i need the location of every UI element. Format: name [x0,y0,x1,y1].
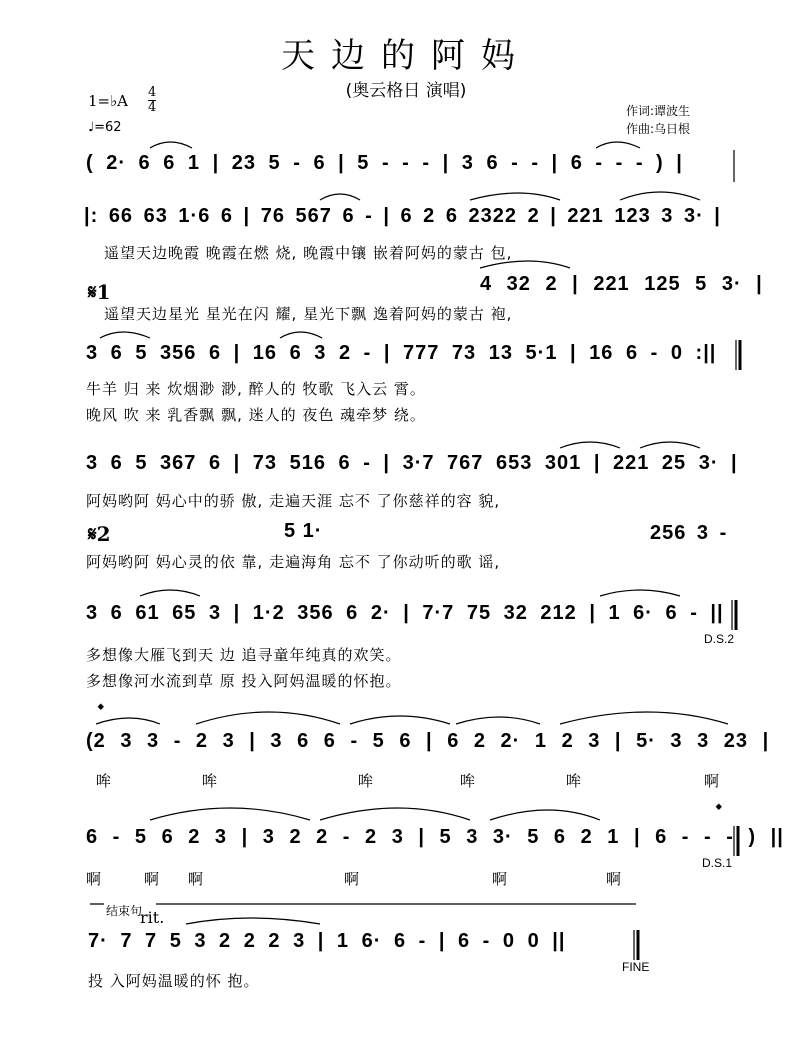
slur [196,712,340,724]
lyric-row-7-4: 啊 [344,870,361,888]
notation-row-4: 3 6 5 367 6 | 73 516 6 - | 3·7 767 653 301 | 221 25 3· | [86,452,738,474]
slur [640,442,700,448]
lyric-row-7-1: 啊 [86,870,103,888]
notation-row-6: (2 3 3 - 2 3 | 3 6 6 - 5 6 | 6 2 2· 1 2 3 | 5· 3 3 23 | [86,730,770,752]
lyric-row-6-1: 哞 [96,772,113,790]
lyric-row-3-verse-2: 晚风 吹 来 乳香飘 飘, 迷人的 夜色 魂牵梦 绕。 [86,406,426,424]
lyric-row-6-5: 哞 [566,772,583,790]
ending-label: 结束句 [106,904,143,918]
lyric-row-4-verse-2: 阿妈哟阿 妈心灵的依 靠, 走遍海角 忘不 了你动听的歌 谣, [86,553,501,571]
ds1-mark: D.S.1 [702,856,733,870]
slur [456,717,540,724]
alt-notation-row-4b: 256 3 - [650,522,728,544]
lyric-row-3-verse-1: 牛羊 归 来 炊烟渺 渺, 醉人的 牧歌 飞入云 霄。 [86,380,426,398]
slur [596,142,640,148]
tempo-mark: ♩=62 [88,120,122,135]
time-signature-top: 4 [148,85,157,100]
notation-row-2: |: 66 63 1·6 6 | 76 567 6 - | 6 2 6 2322 2 | 221 123 3 3· | [84,205,721,227]
slur [100,332,150,338]
lyric-row-7-3: 啊 [188,870,205,888]
ds2-mark: D.S.2 [704,632,735,646]
key-signature: 1=♭A [88,92,129,110]
coda-mark-2: 𝄌 [716,800,722,819]
segno-1-mark: 𝄋1 [88,280,111,304]
composer-credit: 作曲:乌日根 [626,122,691,136]
slur [620,192,700,200]
performer-subtitle: (奥云格日 演唱) [345,81,467,101]
slur [470,193,560,200]
slur [560,712,728,724]
slur [320,194,360,200]
lyric-row-6-3: 哞 [358,772,375,790]
notation-row-1: ( 2· 6 6 1 | 23 5 - 6 | 5 - - - | 3 6 - - | 6 - - - ) | [86,152,683,174]
slur [280,332,322,338]
notation-row-7: 6 - 5 6 2 3 | 3 2 2 - 2 3 | 5 3 3· 5 6 2 1 | 6 - - - ) || [86,826,784,848]
slur [600,590,680,596]
time-signature-bottom: 4 [148,100,157,115]
lyric-row-8: 投 入阿妈温暖的怀 抱。 [88,972,260,990]
slur [186,918,320,924]
slur [140,590,200,596]
segno-2-mark: 𝄋2 [88,522,111,546]
alt-notation-row-4a: 5 1· [284,520,323,542]
slur [150,808,310,820]
slur [150,142,192,148]
lyric-row-5-verse-1: 多想像大雁飞到天 边 追寻童年纯真的欢笑。 [86,646,402,664]
lyric-row-6-4: 哞 [460,772,477,790]
slur [490,810,600,820]
lyric-row-7-5: 啊 [492,870,509,888]
slur [560,442,620,448]
lyricist-credit: 作词:谭波生 [626,104,691,118]
lyric-row-7-6: 啊 [606,870,623,888]
slur [350,716,450,724]
slur [480,261,570,268]
notation-row-5: 3 6 61 65 3 | 1·2 356 6 2· | 7·7 75 32 212 | 1 6· 6 - || [86,602,724,624]
lyric-row-2-verse-1: 遥望天边晚霞 晚霞在燃 烧, 晚霞中镶 嵌着阿妈的蒙古 包, [104,244,513,262]
song-title: 天边的阿妈 [281,36,531,76]
lyric-row-6-2: 哞 [202,772,219,790]
lyric-row-2-verse-2: 遥望天边星光 星光在闪 耀, 星光下飘 逸着阿妈的蒙古 袍, [104,305,513,323]
lyric-row-7-2: 啊 [144,870,161,888]
slur [96,718,160,724]
slur [320,808,470,820]
alt-notation-row-2: 4 32 2 | 221 125 5 3· | [480,273,763,295]
lyric-row-4-verse-1: 阿妈哟阿 妈心中的骄 傲, 走遍天涯 忘不 了你慈祥的容 貌, [86,492,501,510]
notation-row-8: 7· 7 7 5 3 2 2 2 3 | 1 6· 6 - | 6 - 0 0 || [88,930,566,952]
ritardando-mark: rit. [140,908,165,927]
coda-mark-1: 𝄌 [98,700,104,719]
notation-row-3: 3 6 5 356 6 | 16 6 3 2 - | 777 73 13 5·1 | 16 6 - 0 :|| [86,342,717,364]
fine-mark: FINE [622,960,650,974]
lyric-row-6-6: 啊 [704,772,721,790]
lyric-row-5-verse-2: 多想像河水流到草 原 投入阿妈温暖的怀抱。 [86,672,402,690]
